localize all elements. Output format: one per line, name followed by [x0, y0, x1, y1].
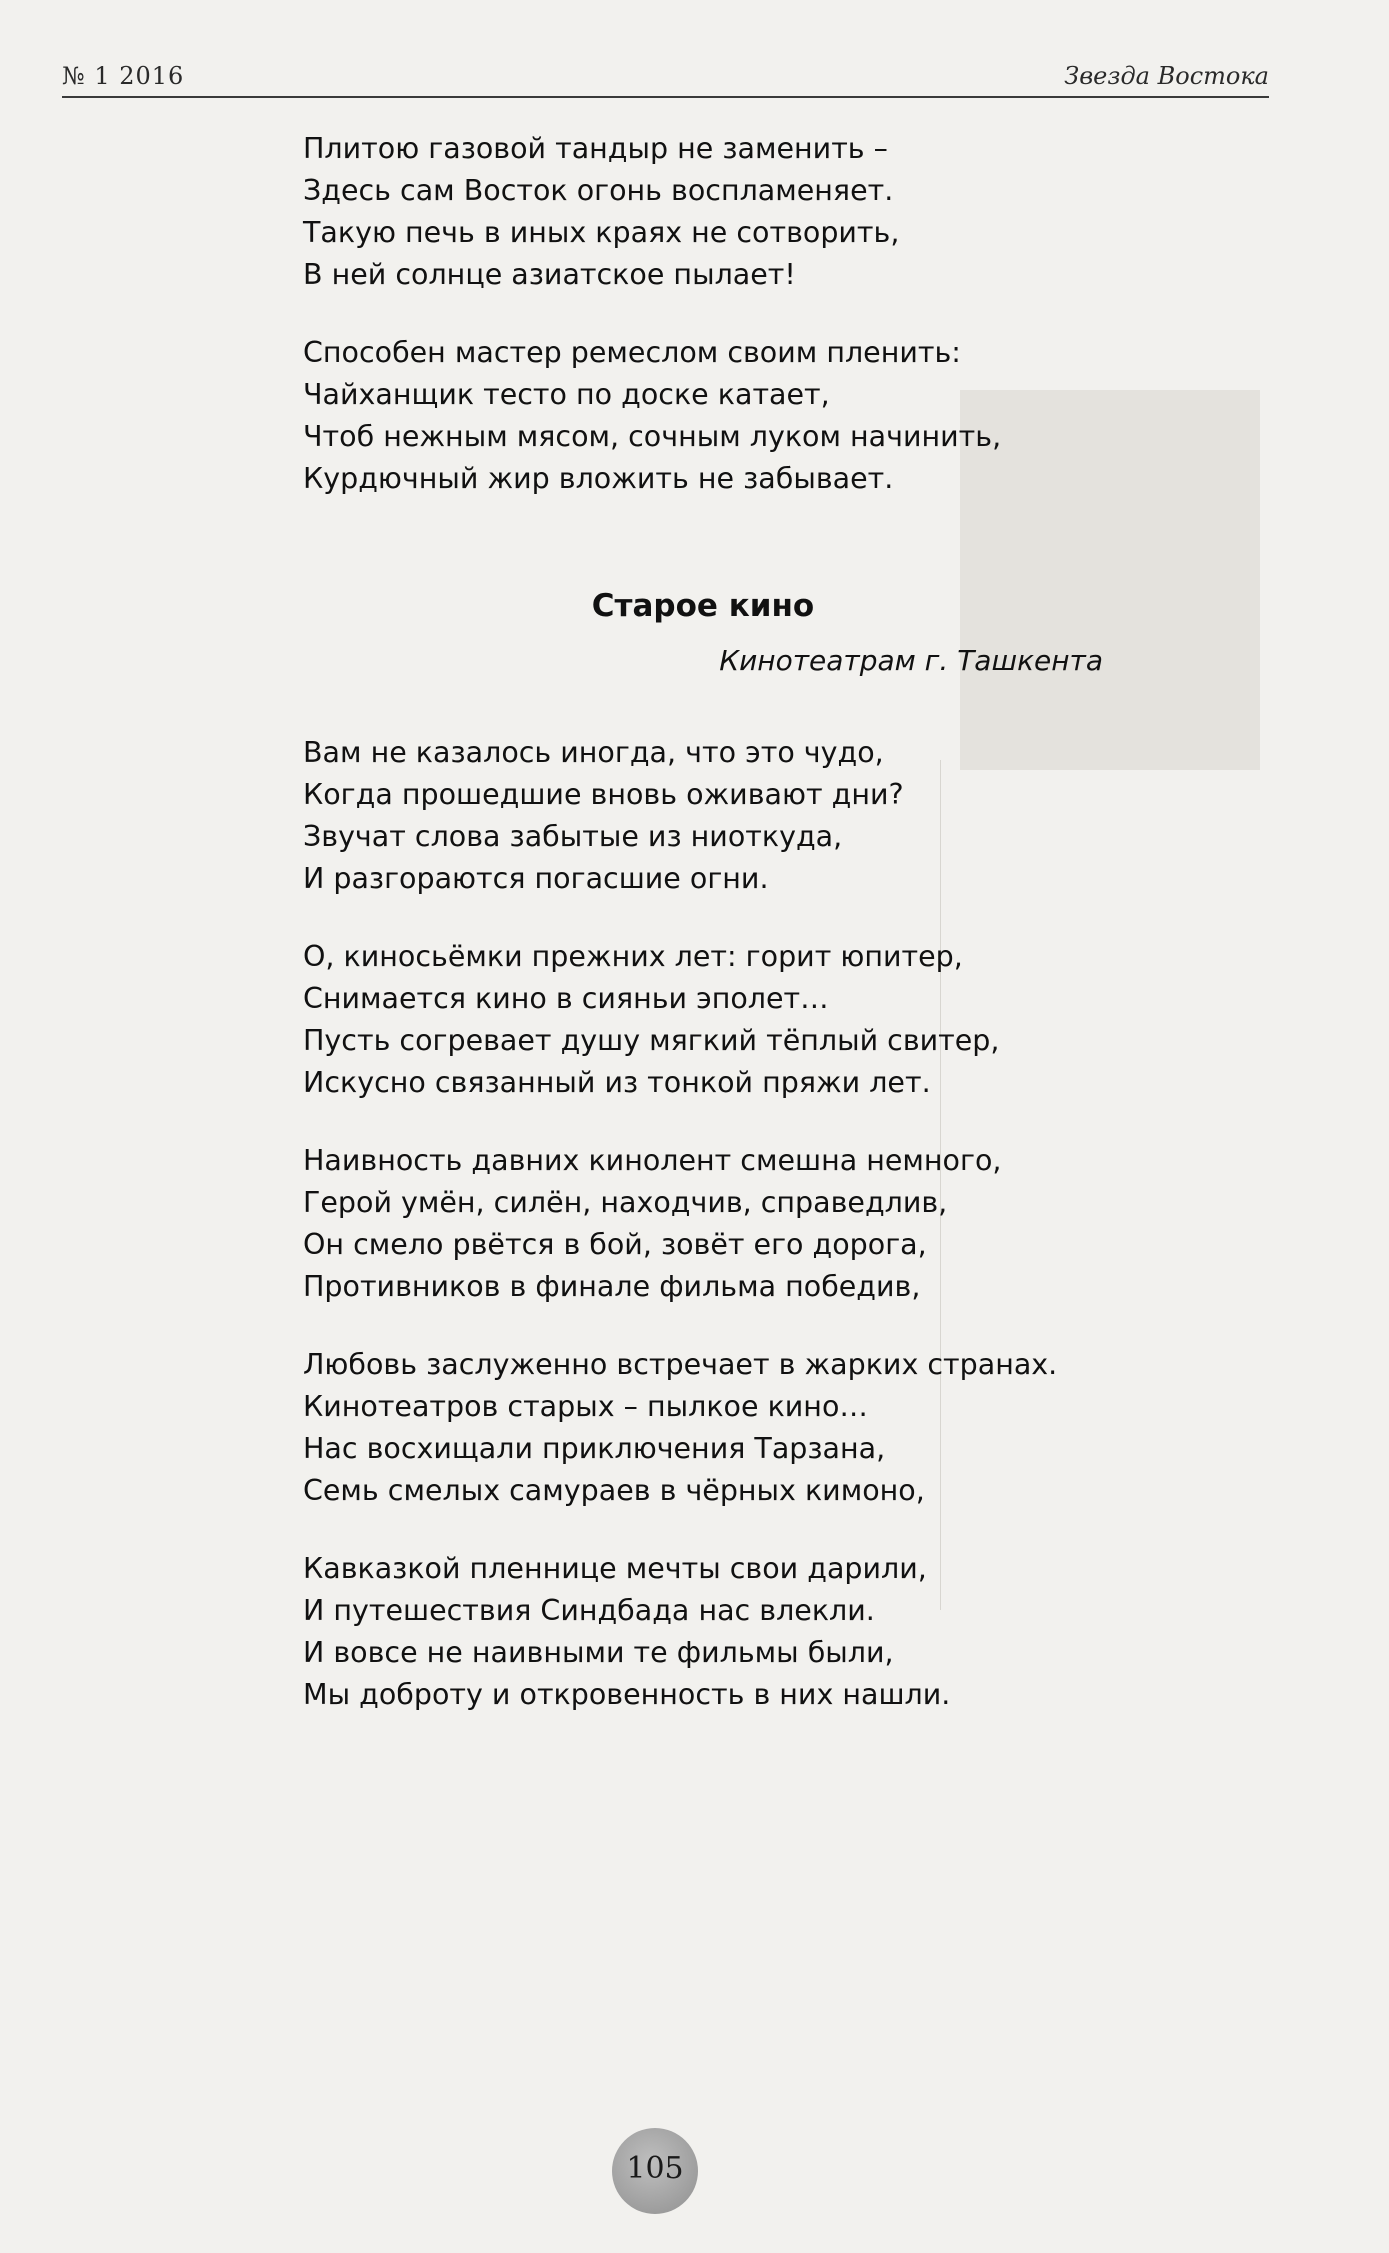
poem-line: Пусть согревает душу мягкий тёплый свитер, — [303, 1024, 1000, 1057]
poem-line: Когда прошедшие вновь оживают дни? — [303, 778, 904, 811]
stanza — [303, 128, 1103, 296]
poem-line: Плитою газовой тандыр не заменить – — [303, 132, 888, 165]
poem-line: Вам не казалось иногда, что это чудо, — [303, 736, 884, 769]
poem-line: И разгораются погасшие огни. — [303, 862, 769, 895]
poem-line: Чтоб нежным мясом, сочным луком начинить, — [303, 420, 1002, 453]
poem-line: Кинотеатров старых – пылкое кино… — [303, 1390, 868, 1423]
poem-line: Кавказкой пленнице мечты свои дарили, — [303, 1552, 927, 1585]
stanza — [303, 732, 1103, 900]
poem-line: Нас восхищали приключения Тарзана, — [303, 1432, 886, 1465]
poem-line: Здесь сам Восток огонь воспламеняет. — [303, 174, 894, 207]
poem-heading-block — [303, 588, 1103, 708]
poem-line: Такую печь в иных краях не сотворить, — [303, 216, 900, 249]
poem-line: Мы доброту и откровенность в них нашли. — [303, 1678, 951, 1711]
poem-line: Любовь заслуженно встречает в жарких странах. — [303, 1348, 1058, 1381]
poem-line: Противников в финале фильма победив, — [303, 1270, 921, 1303]
poem-dedication: Кинотеатрам г. Ташкента — [719, 644, 1103, 677]
poem-tandyr — [303, 128, 1103, 536]
poem-line: Семь смелых самураев в чёрных кимоно, — [303, 1474, 925, 1507]
stanza — [303, 1140, 1103, 1308]
journal-title: Звезда Востока — [1064, 62, 1269, 90]
poem-old-cinema — [303, 732, 1103, 1752]
poem-line: И вовсе не наивными те фильмы были, — [303, 1636, 894, 1669]
poem-line: Курдючный жир вложить не забывает. — [303, 462, 894, 495]
running-header — [62, 56, 1269, 96]
stanza — [303, 332, 1103, 500]
poem-line: Наивность давних кинолент смешна немного, — [303, 1144, 1002, 1177]
poem-line: О, киносьёмки прежних лет: горит юпитер, — [303, 940, 963, 973]
poem-line: В ней солнце азиатское пылает! — [303, 258, 796, 291]
poem-line: И путешествия Синдбада нас влекли. — [303, 1594, 875, 1627]
stanza — [303, 1548, 1103, 1716]
stanza — [303, 936, 1103, 1104]
poem-line: Герой умён, силён, находчив, справедлив, — [303, 1186, 948, 1219]
header-rule — [62, 96, 1269, 98]
page-number: 105 — [626, 2151, 684, 2186]
poem-line: Чайханщик тесто по доске катает, — [303, 378, 830, 411]
poem-line: Искусно связанный из тонкой пряжи лет. — [303, 1066, 931, 1099]
poem-line: Снимается кино в сияньи эполет… — [303, 982, 829, 1015]
stanza — [303, 1344, 1103, 1512]
poem-line: Он смело рвётся в бой, зовёт его дорога, — [303, 1228, 927, 1261]
poem-title: Старое кино — [591, 588, 815, 624]
poem-line: Звучат слова забытые из ниоткуда, — [303, 820, 843, 853]
issue-number: № 1 2016 — [62, 62, 185, 90]
poem-line: Способен мастер ремеслом своим пленить: — [303, 336, 961, 369]
